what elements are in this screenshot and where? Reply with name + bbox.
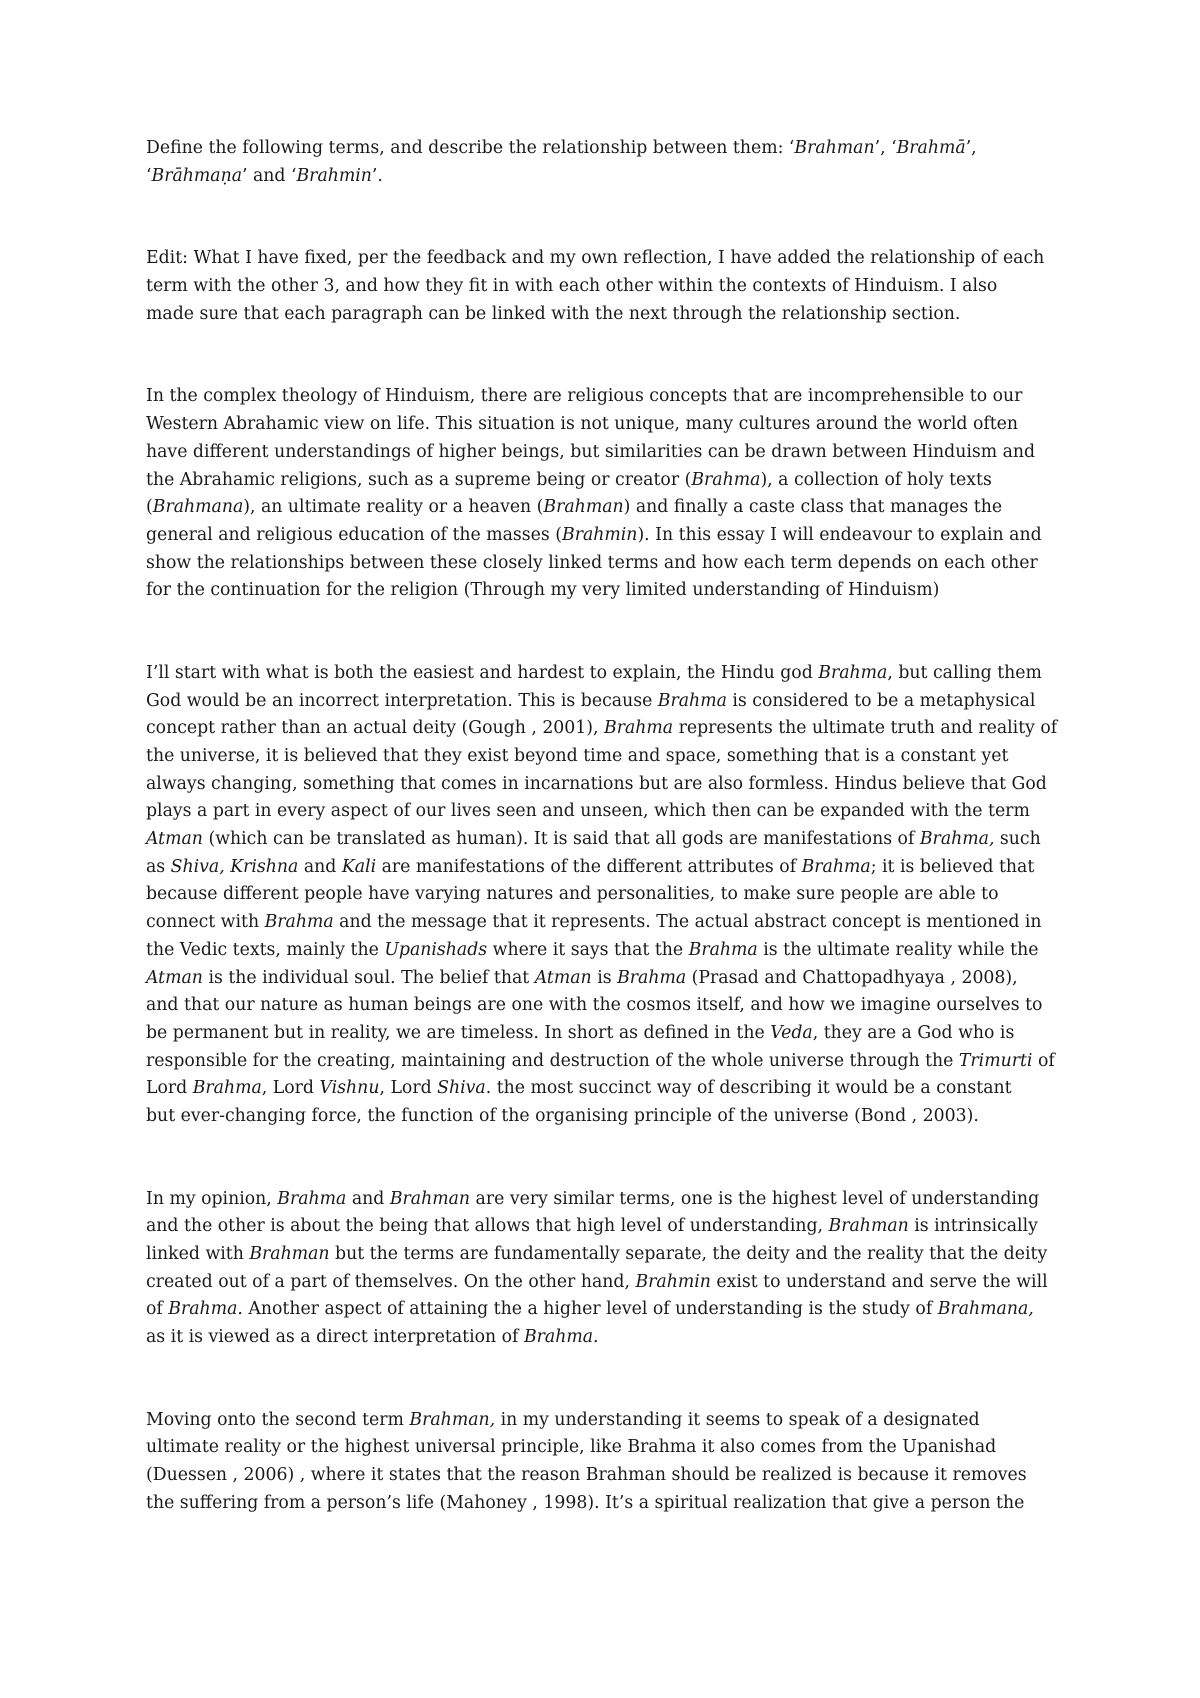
text-run: because different people have varying natures and personalities, to make sure people are able to	[146, 884, 999, 905]
italic-term: Kali	[341, 856, 377, 877]
text-line	[146, 1241, 1066, 1269]
text-run: such	[994, 829, 1041, 850]
text-line	[146, 771, 1066, 799]
italic-term: Brahma	[264, 912, 334, 933]
text-run: Moving onto the second term	[146, 1409, 410, 1430]
text-line	[146, 1407, 1066, 1435]
text-run: exist to understand and serve the will	[710, 1271, 1048, 1292]
italic-term: Brahman	[249, 1244, 330, 1264]
text-run: In my opinion,	[146, 1188, 278, 1209]
text-run: (Prasad and Chattopadhyaya , 2008),	[686, 967, 1018, 988]
text-run: is the individual soul. The belief that	[202, 967, 535, 988]
text-run: where it says that the	[487, 939, 689, 960]
text-line	[146, 245, 1066, 273]
italic-term: Brahmin	[562, 524, 638, 545]
italic-term: Trimurti	[958, 1050, 1033, 1071]
text-line	[146, 1103, 1066, 1131]
text-run: made sure that each paragraph can be linked with the next through the relationship section.	[146, 303, 961, 324]
text-run: as it is viewed as a direct interpretation of	[146, 1327, 524, 1348]
text-run: linked with	[146, 1244, 250, 1264]
italic-term: Vishnu	[319, 1078, 380, 1099]
text-run: , Lord	[379, 1078, 438, 1099]
question-paragraph	[146, 135, 1066, 190]
text-run: and the message that it represents. The actual abstract concept is mentioned in	[333, 912, 1042, 933]
italic-term: Brahma	[801, 856, 871, 877]
text-run: for the continuation for the religion (Through my very limited understanding of Hinduism)	[146, 580, 940, 601]
text-run: ), an ultimate reality or a heaven (	[243, 497, 544, 518]
text-run: ), a collection of holy texts	[760, 469, 992, 490]
italic-term: Brahma	[192, 1078, 262, 1099]
italic-term: Brahma	[617, 967, 687, 988]
italic-term: Shiva, Krishna	[170, 856, 299, 877]
text-run: , they are a God who is	[812, 1022, 1015, 1043]
text-run: ’ and ‘	[242, 165, 297, 186]
text-line	[146, 743, 1066, 771]
text-line	[146, 854, 1066, 882]
text-line	[146, 688, 1066, 716]
italic-term: Brahmana	[152, 497, 244, 518]
italic-term: Upanishads	[384, 939, 488, 960]
text-run: . the most succinct way of describing it would be a constant	[485, 1078, 1012, 1099]
text-run: ‘	[146, 165, 152, 186]
italic-term: Brahmin	[635, 1271, 711, 1292]
text-line	[146, 798, 1066, 826]
text-line	[146, 660, 1066, 688]
text-run: be permanent but in reality, we are timeless. In short as defined in the	[146, 1022, 771, 1043]
text-run: but the terms are fundamentally separate, the deity and the reality that the deity	[329, 1244, 1048, 1264]
text-run: are very similar terms, one is the highest level of understanding	[470, 1188, 1040, 1209]
text-run: , Lord	[261, 1078, 320, 1099]
italic-term: Brahma.	[168, 1299, 243, 1320]
italic-term: Brahmin	[296, 165, 372, 186]
italic-term: Brahmā	[896, 138, 966, 158]
brahma-paragraph	[146, 660, 1066, 1131]
italic-term: Brahma,	[919, 829, 995, 850]
opinion-paragraph	[146, 1186, 1066, 1352]
italic-term: Atman	[534, 967, 592, 988]
text-run: and	[298, 856, 342, 877]
text-line	[146, 301, 1066, 329]
italic-term: Brāhmaṇa	[151, 165, 243, 186]
text-run: In the complex theology of Hinduism, there are religious concepts that are incomprehensible to our	[146, 386, 1023, 407]
text-line	[146, 1269, 1066, 1297]
text-line	[146, 467, 1066, 495]
text-run: ; it is believed that	[870, 856, 1035, 877]
text-run: term with the other 3, and how they fit in with each other within the contexts of Hinduism. I also	[146, 276, 998, 297]
text-line	[146, 965, 1066, 993]
italic-term: Brahman	[828, 1216, 909, 1237]
text-run: ). In this essay I will endeavour to explain and	[637, 524, 1042, 545]
text-run: are manifestations of the different attributes of	[376, 856, 802, 877]
text-run: (which can be translated as human). It is said that all gods are manifestations of	[202, 829, 920, 850]
text-line	[146, 439, 1066, 467]
text-line	[146, 909, 1066, 937]
text-run: of	[1032, 1050, 1055, 1071]
text-line	[146, 383, 1066, 411]
text-line	[146, 411, 1066, 439]
edit-note-paragraph	[146, 245, 1066, 328]
text-run: Lord	[146, 1078, 193, 1099]
text-line	[146, 273, 1066, 301]
italic-term: Brahman	[389, 1188, 471, 1209]
text-line	[146, 577, 1066, 605]
italic-term: Brahma	[818, 662, 888, 683]
text-run: represents the ultimate truth and reality of	[673, 718, 1058, 739]
text-run: ’,	[965, 138, 977, 158]
text-run: responsible for the creating, maintaining and destruction of the whole universe through the	[146, 1050, 959, 1071]
text-line	[146, 937, 1066, 965]
text-run: Edit: What I have fixed, per the feedback and my own reflection, I have added the relationship of each	[146, 248, 1045, 269]
text-line	[146, 826, 1066, 854]
text-run: concept rather than an actual deity (Gough , 2001),	[146, 718, 605, 739]
text-run: of	[146, 1299, 169, 1320]
text-run: general and religious education of the masses (	[146, 524, 562, 545]
italic-term: Brahma	[691, 469, 761, 490]
text-run: and the other is about the being that allows that high level of understanding,	[146, 1216, 829, 1237]
text-run: God would be an incorrect interpretation. This is because	[146, 690, 658, 711]
text-run: and	[346, 1188, 390, 1209]
intro-paragraph	[146, 383, 1066, 605]
text-run: Western Abrahamic view on life. This situation is not unique, many cultures around the world often	[146, 414, 1019, 435]
text-line	[146, 494, 1066, 522]
text-line	[146, 1462, 1066, 1490]
text-line	[146, 1490, 1066, 1518]
text-run: and that our nature as human beings are one with the cosmos itself, and how we imagine ourselves to	[146, 995, 1043, 1016]
text-run: is	[591, 967, 618, 988]
text-run: is intrinsically	[908, 1216, 1038, 1237]
text-run: ) and finally a caste class that manages the	[623, 497, 1003, 518]
text-run: plays a part in every aspect of our lives seen and unseen, which then can be expanded with the term	[146, 801, 1030, 822]
text-line	[146, 1434, 1066, 1462]
text-run: Another aspect of attaining the a higher level of understanding is the study of	[242, 1299, 938, 1320]
text-line	[146, 1048, 1066, 1076]
italic-term: Atman	[146, 829, 203, 850]
text-run: connect with	[146, 912, 265, 933]
text-line	[146, 1324, 1066, 1352]
text-run: Define the following terms, and describe the relationship between them: ‘	[146, 138, 795, 158]
text-run: ’.	[371, 165, 383, 186]
italic-term: Brahma.	[523, 1327, 599, 1348]
text-run: the Vedic texts, mainly the	[146, 939, 385, 960]
italic-term: Veda	[770, 1022, 813, 1043]
text-line	[146, 881, 1066, 909]
text-run: have different understandings of higher beings, but similarities can be drawn between Hinduism and	[146, 441, 1036, 462]
italic-term: Brahman	[794, 138, 875, 158]
text-run: the suffering from a person’s life (Mahoney , 1998). It’s a spiritual realization that give a person the	[146, 1492, 1025, 1513]
italic-term: Brahma	[688, 939, 758, 960]
text-run: in my understanding it seems to speak of a designated	[495, 1409, 980, 1430]
text-line	[146, 1296, 1066, 1324]
text-line	[146, 992, 1066, 1020]
text-run: the Abrahamic religions, such as a supreme being or creator (	[146, 469, 692, 490]
document-page	[146, 135, 1066, 1518]
text-run: , but calling them	[887, 662, 1042, 683]
text-line	[146, 522, 1066, 550]
italic-term: Brahman	[543, 497, 624, 518]
text-run: always changing, something that comes in incarnations but are also formless. Hindus believe that God	[146, 773, 1047, 794]
text-run: show the relationships between these closely linked terms and how each term depends on each other	[146, 552, 1038, 573]
italic-term: Brahma	[277, 1188, 347, 1209]
text-line	[146, 550, 1066, 578]
text-line	[146, 135, 1066, 163]
italic-term: Shiva	[437, 1078, 486, 1099]
italic-term: Brahmana,	[937, 1299, 1034, 1320]
text-line	[146, 715, 1066, 743]
text-run: (Duessen , 2006) , where it states that the reason Brahman should be realized is because it removes	[146, 1465, 1027, 1486]
text-run: the universe, it is believed that they exist beyond time and space, something that is a constant yet	[146, 746, 1009, 766]
italic-term: Brahman,	[409, 1409, 496, 1430]
italic-term: Atman	[146, 967, 203, 988]
text-run: but ever-changing force, the function of the organising principle of the universe (Bond , 2003).	[146, 1105, 979, 1126]
text-run: as	[146, 856, 171, 877]
text-line	[146, 1213, 1066, 1241]
text-run: created out of a part of themselves. On the other hand,	[146, 1271, 636, 1292]
text-line	[146, 163, 1066, 191]
text-line	[146, 1075, 1066, 1103]
brahman-paragraph	[146, 1407, 1066, 1518]
text-run: is considered to be a metaphysical	[726, 690, 1036, 711]
italic-term: Brahma	[657, 690, 727, 711]
text-run: (	[146, 497, 153, 518]
text-line	[146, 1020, 1066, 1048]
text-run: ultimate reality or the highest universal principle, like Brahma it also comes from the Upanishad	[146, 1437, 997, 1458]
text-line	[146, 1186, 1066, 1214]
text-run: I’ll start with what is both the easiest and hardest to explain, the Hindu god	[146, 662, 819, 683]
text-run: is the ultimate reality while the	[757, 939, 1039, 960]
text-run: ’, ‘	[874, 138, 897, 158]
italic-term: Brahma	[604, 718, 674, 739]
